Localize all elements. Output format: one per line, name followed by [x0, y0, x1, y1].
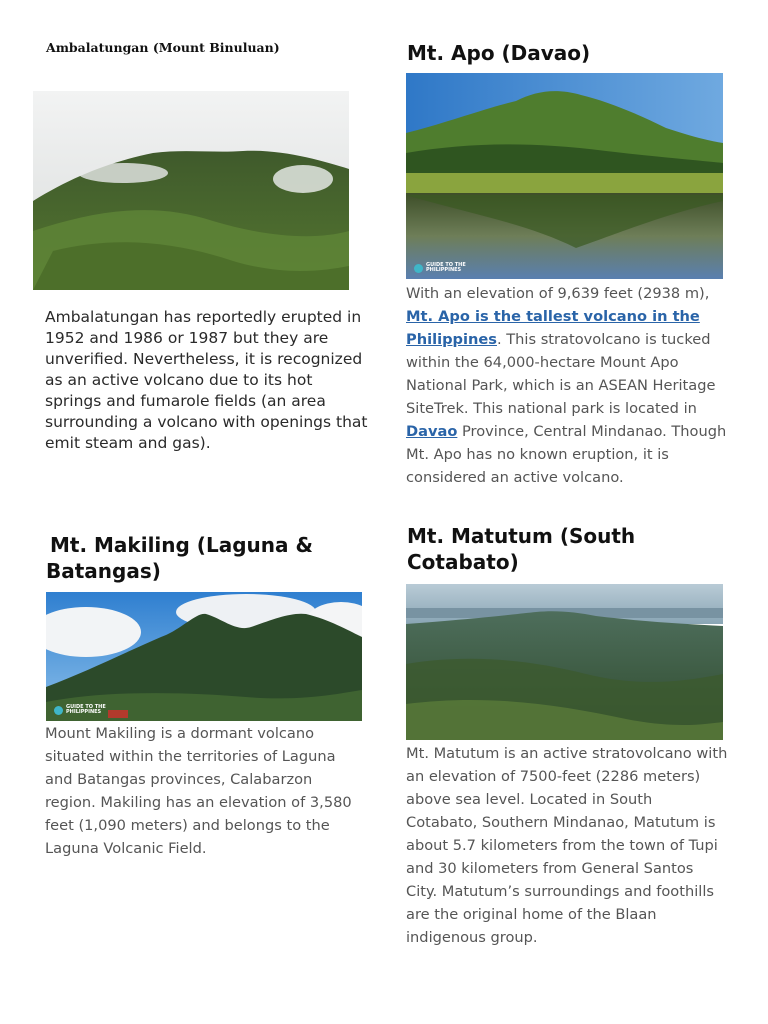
- makiling-photo: [46, 592, 362, 721]
- apo-body-part3: Province, Central Mindanao. Though Mt. Apo has no known eruption, it is considered an active volcano.: [406, 423, 727, 486]
- matutum-body: Mt. Matutum is an active stratovolcano with an elevation of 7500-feet (2286 meters) above sea level. Located in South Cotabato, Southern Mindanao, Matutum is about 5.7 kilometers from the town of Tupi and 30 kilometers from General Santos City. Matutum’s surroundings and foothills are the original home of the Blaan indigenous group.: [406, 745, 728, 946]
- ambalatungan-body: Ambalatungan has reportedly erupted in 1952 and 1986 or 1987 but they are unverified. Nevertheless, it is recognized as an active volcano due to its hot springs and fumarole fields (an area surrounding a volcano with openings that emit steam and gas).: [45, 308, 368, 452]
- apo-watermark: [414, 263, 466, 273]
- makiling-watermark: [54, 705, 106, 715]
- watermark-line1: GUIDE TO THE: [66, 704, 106, 710]
- mountain-photo-icon: [33, 91, 349, 290]
- globe-icon: [414, 264, 423, 273]
- apo-tallest-volcano-link[interactable]: Mt. Apo is the tallest volcano in the Philippines: [406, 308, 700, 348]
- davao-link[interactable]: Davao: [406, 423, 458, 440]
- watermark-line2: PHILIPPINES: [426, 267, 462, 273]
- apo-body-part1: With an elevation of 9,639 feet (2938 m),: [406, 285, 710, 302]
- globe-icon: [54, 706, 63, 715]
- apo-photo: [406, 73, 723, 279]
- apo-body-part2: . This stratovolcano is tucked within the 64,000-hectare Mount Apo National Park, which is an ASEAN Heritage SiteTrek. This national park is located in: [406, 331, 716, 417]
- ambalatungan-photo: [33, 91, 349, 290]
- matutum-title: Mt. Matutum (South Cotabato): [407, 524, 636, 574]
- mountain-photo-icon: [46, 592, 362, 721]
- watermark-line2: PHILIPPINES: [66, 709, 102, 715]
- makiling-title: Mt. Makiling (Laguna & Batangas): [46, 533, 313, 583]
- aerial-mountain-photo-icon: [406, 584, 723, 740]
- watermark-line1: GUIDE TO THE: [426, 262, 466, 268]
- matutum-photo: [406, 584, 723, 740]
- mountain-lake-photo-icon: [406, 73, 723, 279]
- apo-body: [406, 282, 728, 489]
- makiling-body: Mount Makiling is a dormant volcano situated within the territories of Laguna and Batangas provinces, Calabarzon region. Makiling has an elevation of 3,580 feet (1,090 meters) and belongs to the Laguna Volcanic Field.: [45, 725, 352, 857]
- ambalatungan-title: Ambalatungan (Mount Binuluan): [46, 40, 280, 55]
- apo-title: Mt. Apo (Davao): [407, 41, 591, 65]
